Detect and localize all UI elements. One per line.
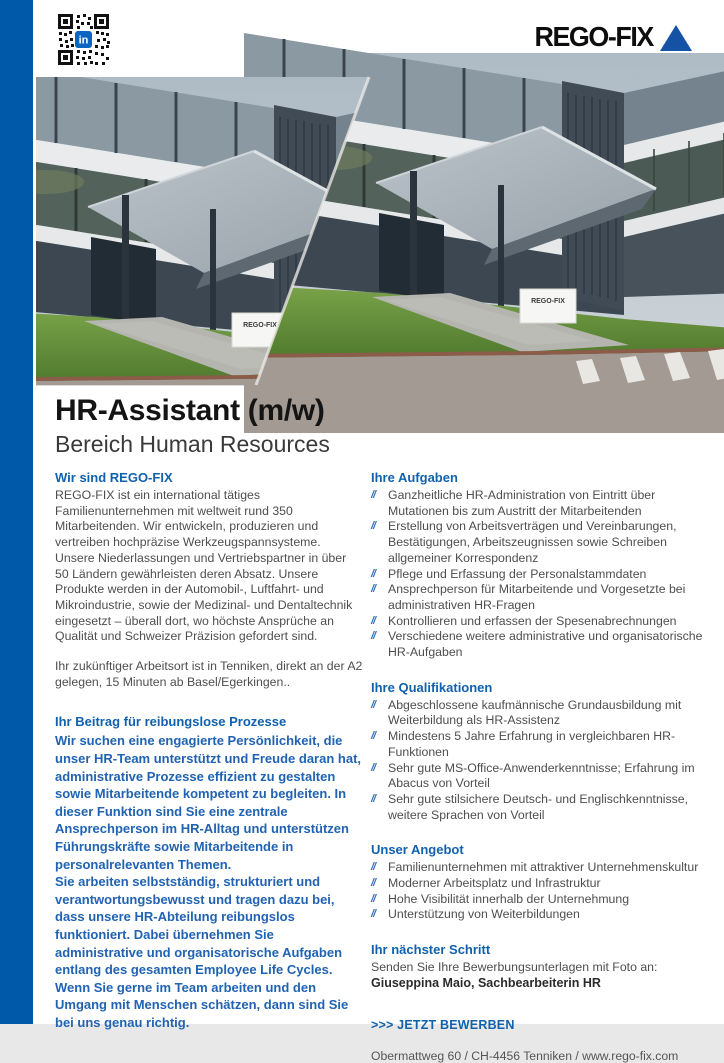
bullet-marker: // — [371, 877, 376, 890]
contribution-paragraph: Sie arbeiten selbstständig, strukturiert und verantwortungsbewusst und tragen dazu bei, dass unsere HR-Abteilung reibungslos funktioniert. Dabei übernehmen Sie administrative und organisatorische Aufgaben entlang des gesamten Employee Life Cycles. — [55, 874, 343, 978]
contribution-paragraph: Wenn Sie gerne im Team arbeiten und den Umgang mit Menschen schätzen, dann sind Sie bei uns genau richtig. — [55, 979, 349, 1030]
about-body: REGO-FIX ist ein international tätiges Familienunternehmen mit weltweit rund 350 Mitarbeitenden. Wir entwickeln, produzieren und vertreiben hochpräzise Werkzeugspannsysteme. Unsere Niederlassungen und Vertriebspartner in über 50 Ländern gewährleisten deren Absatz. Unsere Produkte werden in der Automobil-, Luftfahrt- und Mikroindustrie, sowie der Medizinal- und Dentaltechnik eingesetzt – überall dort, wo höchste Ansprüche an Qualität und Schweizer Präzision gefordert sind. — [55, 488, 353, 644]
section-heading: Ihre Qualifikationen — [371, 679, 493, 695]
bullet-marker: // — [371, 761, 376, 774]
list-item — [371, 892, 705, 908]
bullet-text: Ganzheitliche HR-Administration von Eintritt über Mutationen bis zum Austritt der Mitarbeitenden — [388, 488, 656, 518]
bullet-text: Sehr gute stilsichere Deutsch- und Englischkenntnisse, weitere Sprachen von Vorteil — [388, 791, 689, 822]
bullet-marker: // — [371, 792, 376, 805]
bullet-text: Sehr gute MS-Office-Anwenderkenntnisse; Erfahrung im Abacus von Vorteil — [388, 760, 695, 791]
list-item — [371, 614, 705, 630]
contact-person: Giuseppina Maio, Sachbearbeiterin HR — [371, 975, 601, 990]
bullet-marker: // — [371, 630, 376, 643]
bullet-marker: // — [371, 730, 376, 743]
list-item — [371, 876, 705, 892]
list-item — [371, 792, 705, 823]
page-subtitle: Bereich Human Resources — [55, 431, 330, 457]
next-step-heading: Ihr nächster Schritt — [371, 942, 491, 958]
list-item — [371, 488, 705, 519]
right-column — [371, 470, 705, 1063]
section-heading: Ihre Aufgaben — [371, 470, 458, 485]
bullet-text: Hohe Visibilität innerhalb der Unternehmung — [388, 891, 630, 906]
bullet-list — [371, 698, 705, 824]
bullet-text: Abgeschlossene kaufmännische Grundausbildung mit Weiterbildung als HR-Assistenz — [388, 697, 682, 728]
bullet-text: Erstellung von Arbeitsverträgen und Vereinbarungen, Bestätigungen, Arbeitszeugnissen sowie Schreiben allgemeiner Korrespondenz — [388, 519, 677, 565]
bullet-marker: // — [371, 908, 376, 921]
section-aufgaben — [371, 470, 705, 661]
left-accent-bar — [0, 0, 33, 1024]
contribution-paragraph: Wir suchen eine engagierte Persönlichkeit, die unser HR-Team unterstützt und Freude daran hat, administrative Prozesse effizient zu gestalten sowie Mitarbeitende kompetent zu begleiten. In dieser Funktion sind Sie eine zentrale Ansprechperson im HR-Alltag und unterstützen Führungskräfte sowie Mitarbeitende in personalrelevanten Themen. — [55, 733, 362, 872]
linkedin-icon — [75, 31, 92, 48]
contribution-heading: Ihr Beitrag für reibungslose Prozesse — [55, 714, 287, 730]
list-item — [371, 761, 705, 792]
logo-text: REGO-FIX — [534, 21, 653, 52]
section-heading: Unser Angebot — [371, 842, 464, 858]
logo-triangle-icon — [660, 25, 692, 51]
bullet-marker: // — [371, 861, 376, 874]
building-photo — [36, 77, 724, 386]
list-item — [371, 582, 705, 613]
about-heading: Wir sind REGO-FIX — [55, 470, 173, 485]
page-title: HR-Assistant (m/w) — [55, 394, 325, 427]
section-next-step — [371, 942, 705, 1062]
bullet-marker: // — [371, 583, 376, 596]
bullet-text: Moderner Arbeitsplatz und Infrastruktur — [388, 876, 601, 891]
rego-fix-logo — [532, 21, 692, 53]
next-step-line: Senden Sie Ihre Bewerbungsunterlagen mit Foto an: — [371, 960, 658, 975]
bullet-marker: // — [371, 567, 376, 580]
bullet-text: Verschiedene weitere administrative und organisatorische HR-Aufgaben — [388, 629, 703, 660]
section-angebot — [371, 842, 705, 923]
list-item — [371, 860, 705, 876]
bullet-marker: // — [371, 698, 376, 711]
bullet-list — [371, 488, 705, 661]
qr-code — [57, 13, 110, 66]
list-item — [371, 907, 705, 923]
list-item — [371, 729, 705, 760]
bullet-marker: // — [371, 489, 376, 501]
apply-link[interactable]: >>> JETZT BEWERBEN — [371, 1017, 515, 1032]
bullet-text: Unterstützung von Weiterbildungen — [388, 907, 580, 922]
list-item — [371, 698, 705, 729]
footer-address: Obermattweg 60 / CH-4456 Tenniken / www.rego-fix.com — [371, 1048, 679, 1063]
bullet-marker: // — [371, 614, 376, 627]
bullet-marker: // — [371, 892, 376, 905]
bullet-list — [371, 860, 705, 923]
list-item — [371, 629, 705, 660]
contribution-section — [55, 714, 363, 1031]
bullet-text: Pflege und Erfassung der Personalstammdaten — [388, 566, 647, 581]
bullet-marker: // — [371, 520, 376, 533]
list-item — [371, 567, 705, 583]
svg-text:in: in — [78, 34, 89, 47]
section-qualifikationen — [371, 680, 705, 824]
bullet-text: Ansprechperson für Mitarbeitende und Vorgesetzte bei administrativen HR-Fragen — [388, 582, 686, 612]
list-item — [371, 519, 705, 566]
bullet-text: Kontrollieren und erfassen der Spesenabrechnungen — [388, 613, 677, 628]
bullet-text: Mindestens 5 Jahre Erfahrung in vergleichbaren HR-Funktionen — [388, 729, 676, 759]
left-column — [55, 470, 363, 1032]
bullet-text: Familienunternehmen mit attraktiver Unternehmenskultur — [388, 860, 699, 875]
about-location: Ihr zukünftiger Arbeitsort ist in Tenniken, direkt an der A2 gelegen, 15 Minuten ab Basel/Egerkingen.. — [55, 659, 363, 689]
